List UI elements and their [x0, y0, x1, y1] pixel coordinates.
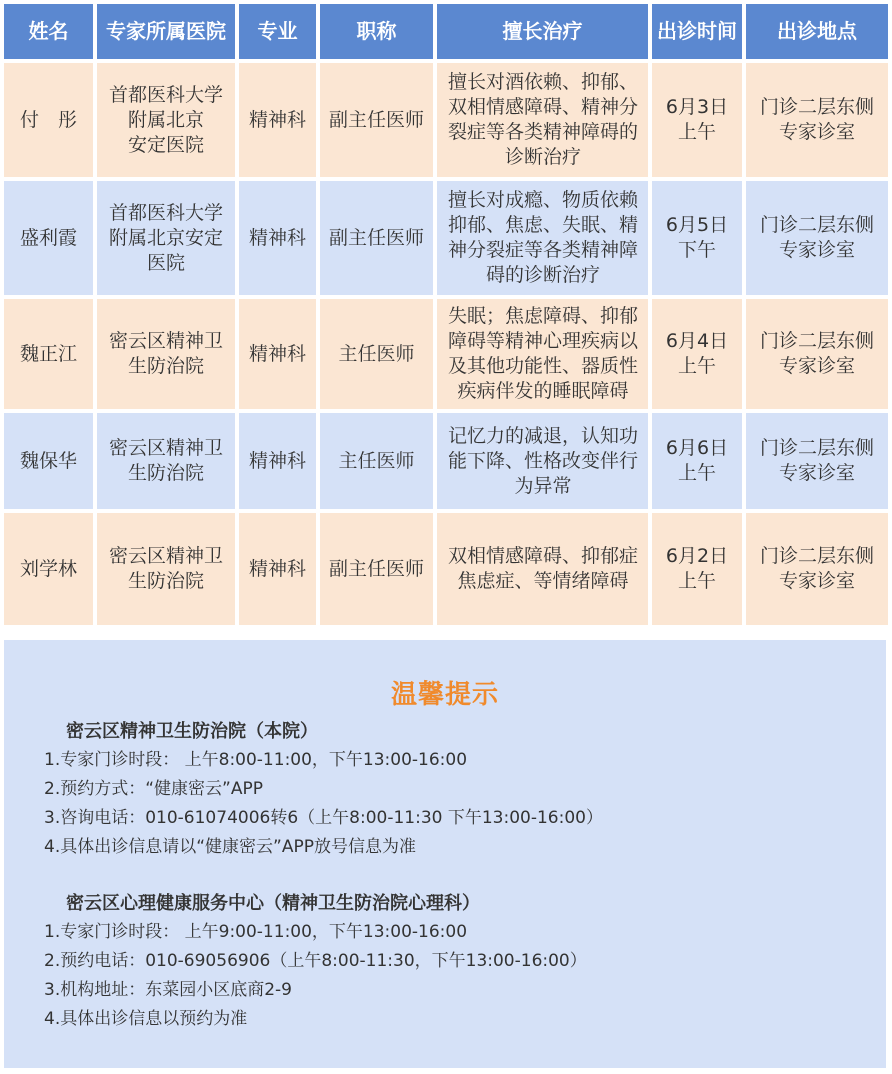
cell-place-line: 门诊二层东侧	[759, 437, 874, 459]
cell-title: 副主任医师	[320, 181, 433, 295]
header-hospital: 专家所属医院	[97, 4, 235, 59]
cell-name: 魏保华	[4, 413, 93, 509]
cell-place	[746, 63, 888, 177]
cell-name: 盛利霞	[4, 181, 93, 295]
cell-time	[652, 63, 742, 177]
cell-hospital-line: 密云区精神卫	[108, 330, 223, 352]
cell-specialty-line: 焦虑症、等情绪障碍	[457, 570, 629, 592]
cell-title: 副主任医师	[320, 513, 433, 625]
notice-line: 2.预约电话：010-69056906（上午8:00-11:30，下午13:00-16:00）	[44, 951, 587, 971]
cell-hospital-line: 附属北京安定	[108, 226, 223, 249]
notice-line: 2.预约方式：“健康密云”APP	[44, 779, 263, 799]
cell-hospital-line: 密云区精神卫	[108, 437, 223, 459]
cell-time	[652, 181, 742, 295]
cell-place-line: 专家诊室	[778, 239, 855, 261]
cell-title: 主任医师	[320, 299, 433, 409]
cell-dept: 精神科	[239, 513, 316, 625]
table-header-row	[4, 4, 888, 59]
cell-place-line: 门诊二层东侧	[759, 214, 874, 236]
cell-time-line: 上午	[677, 121, 716, 143]
table-row	[4, 513, 888, 625]
cell-specialty-line: 为异常	[514, 474, 572, 497]
cell-title: 主任医师	[320, 413, 433, 509]
cell-hospital	[97, 413, 235, 509]
cell-hospital-line: 生防治院	[127, 462, 204, 484]
cell-time-line: 6月4日	[665, 330, 729, 352]
cell-place-line: 专家诊室	[778, 121, 855, 143]
table-row	[4, 181, 888, 295]
cell-specialty	[437, 513, 648, 625]
cell-place-line: 门诊二层东侧	[759, 330, 874, 352]
cell-place-line: 专家诊室	[778, 462, 855, 484]
cell-time-line: 6月6日	[665, 437, 729, 459]
cell-time-line: 6月5日	[665, 214, 729, 236]
cell-specialty-line: 及其他功能性、器质性	[447, 355, 638, 377]
header-title: 职称	[320, 4, 433, 59]
notice-line: 4.具体出诊信息请以“健康密云”APP放号信息为准	[44, 837, 416, 857]
cell-time-line: 上午	[677, 462, 716, 484]
cell-specialty-line: 擅长对酒依赖、抑郁、	[447, 71, 638, 93]
header-dept: 专业	[239, 4, 316, 59]
cell-specialty	[437, 413, 648, 509]
cell-specialty-line: 失眠；焦虑障碍、抑郁	[447, 305, 638, 327]
cell-specialty-line: 疾病伴发的睡眠障碍	[457, 380, 629, 402]
header-name: 姓名	[4, 4, 93, 59]
header-time: 出诊时间	[652, 4, 742, 59]
cell-hospital-line: 医院	[146, 251, 185, 274]
cell-hospital	[97, 299, 235, 409]
header-specialty: 擅长治疗	[437, 4, 648, 59]
cell-specialty-line: 障碍等精神心理疾病以	[447, 330, 638, 352]
cell-place	[746, 299, 888, 409]
cell-name: 魏正江	[4, 299, 93, 409]
cell-hospital-line: 生防治院	[127, 570, 204, 592]
cell-dept: 精神科	[239, 181, 316, 295]
cell-hospital-line: 首都医科大学	[108, 83, 223, 106]
cell-time	[652, 513, 742, 625]
cell-hospital-line: 生防治院	[127, 355, 204, 377]
cell-specialty-line: 擅长对成瘾、物质依赖	[447, 189, 638, 211]
table-row	[4, 413, 888, 509]
notice-line: 3.机构地址：东菜园小区底商2-9	[44, 980, 292, 1000]
cell-title: 副主任医师	[320, 63, 433, 177]
cell-specialty-line: 抑郁、焦虑、失眠、精	[447, 214, 638, 236]
cell-time	[652, 299, 742, 409]
notice-block-center	[44, 890, 587, 1034]
cell-hospital-line: 密云区精神卫	[108, 545, 223, 567]
cell-place-line: 门诊二层东侧	[759, 545, 874, 567]
cell-hospital	[97, 513, 235, 625]
notice-line: 3.咨询电话：010-61074006转6（上午8:00-11:30 下午13:00-16:00）	[44, 808, 603, 828]
header-place: 出诊地点	[746, 4, 888, 59]
cell-specialty-line: 碍的诊断治疗	[485, 264, 600, 286]
table-row	[4, 63, 888, 177]
notice-heading: 密云区心理健康服务中心（精神卫生防治院心理科）	[66, 893, 480, 914]
cell-specialty-line: 双相情感障碍、精神分	[447, 96, 638, 118]
cell-specialty-line: 记忆力的减退，认知功	[447, 424, 638, 447]
cell-place	[746, 181, 888, 295]
cell-place-line: 专家诊室	[778, 570, 855, 592]
cell-time-line: 上午	[677, 355, 716, 377]
cell-specialty	[437, 181, 648, 295]
cell-specialty	[437, 299, 648, 409]
cell-place	[746, 413, 888, 509]
cell-hospital	[97, 63, 235, 177]
table-row	[4, 299, 888, 409]
cell-hospital	[97, 181, 235, 295]
notice-panel	[4, 640, 886, 1068]
cell-time-line: 6月3日	[665, 96, 729, 118]
cell-place-line: 门诊二层东侧	[759, 96, 874, 118]
cell-place	[746, 513, 888, 625]
notice-heading: 密云区精神卫生防治院（本院）	[66, 721, 318, 742]
cell-place-line: 专家诊室	[778, 355, 855, 377]
cell-specialty-line: 能下降、性格改变伴行	[447, 449, 638, 472]
cell-hospital-line: 安定医院	[127, 133, 204, 156]
notice-block-main	[44, 718, 603, 862]
cell-name: 付 彤	[4, 63, 93, 177]
cell-specialty-line: 裂症等各类精神障碍的	[447, 121, 638, 143]
cell-time-line: 上午	[677, 570, 716, 592]
cell-dept: 精神科	[239, 63, 316, 177]
notice-line: 1.专家门诊时段： 上午8:00-11:00，下午13:00-16:00	[44, 750, 468, 770]
cell-specialty	[437, 63, 648, 177]
notice-line: 1.专家门诊时段： 上午9:00-11:00，下午13:00-16:00	[44, 922, 468, 942]
cell-hospital-line: 首都医科大学	[108, 201, 223, 224]
cell-dept: 精神科	[239, 299, 316, 409]
cell-time-line: 下午	[677, 239, 716, 261]
cell-dept: 精神科	[239, 413, 316, 509]
cell-name: 刘学林	[4, 513, 93, 625]
cell-time-line: 6月2日	[665, 545, 729, 567]
cell-specialty-line: 双相情感障碍、抑郁症	[447, 545, 638, 567]
cell-time	[652, 413, 742, 509]
notice-title: 温馨提示	[390, 680, 499, 710]
notice-line: 4.具体出诊信息以预约为准	[44, 1009, 248, 1029]
cell-specialty-line: 诊断治疗	[504, 146, 581, 168]
cell-hospital-line: 附属北京	[127, 108, 204, 131]
cell-specialty-line: 神分裂症等各类精神障	[447, 239, 638, 261]
